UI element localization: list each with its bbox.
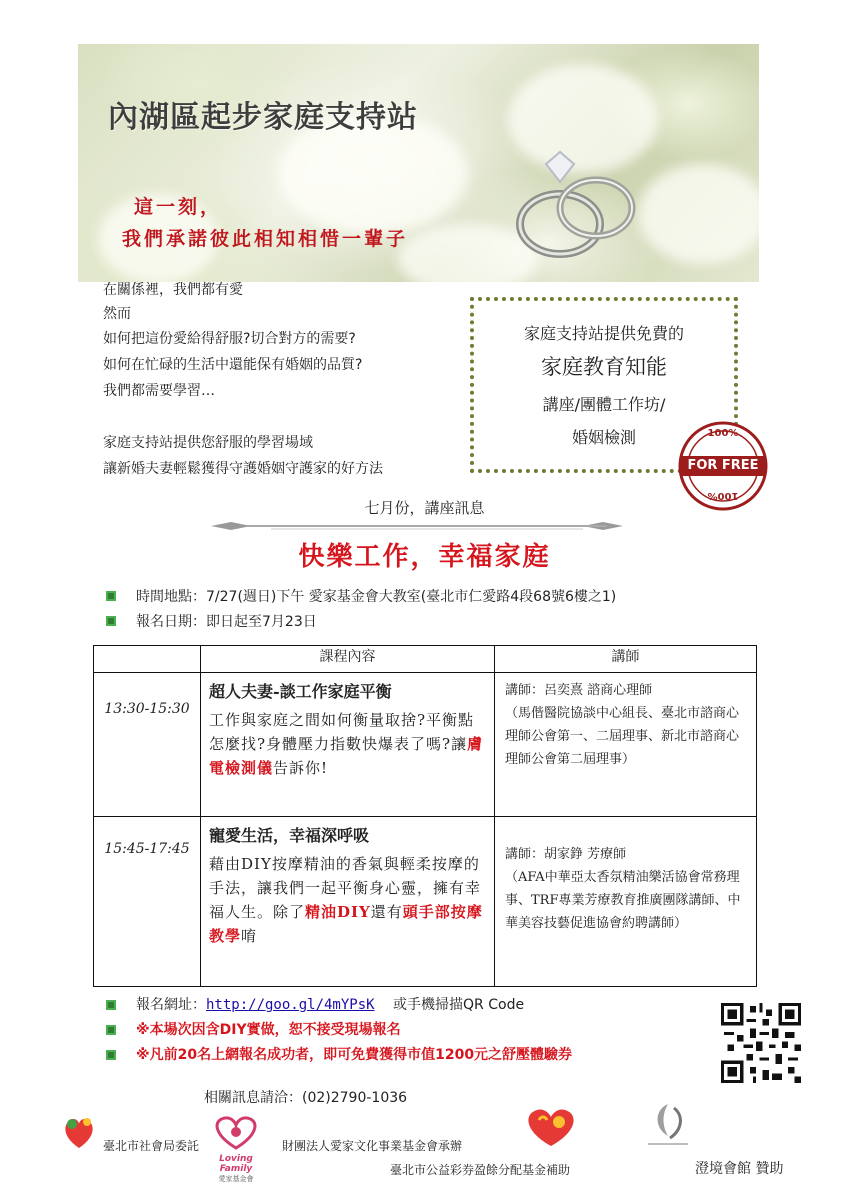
slogan-line-1: 這一刻， xyxy=(134,196,223,218)
note-no-onsite: ※本場次因含DIY實做，恕不接受現場報名 xyxy=(136,1022,401,1038)
org-lottery-fund: 臺北市公益彩券盈餘分配基金補助 xyxy=(390,1163,571,1177)
session-time: 13:30-15:30 xyxy=(104,701,190,717)
qr-hint: 或手機掃描QR Code xyxy=(393,997,525,1013)
course-description: 藉由DIY按摩精油的香氣與輕柔按摩的手法，讓我們一起平衡身心靈，擁有幸福人生。除了精油DIY還有頭手部按摩教學唷 xyxy=(209,855,483,945)
logo-text-family: Loving Family xyxy=(219,1154,253,1174)
bullet-icon xyxy=(106,1000,116,1010)
free-box-line4: 婚姻檢測 xyxy=(571,428,636,447)
teacher-name: 講師：胡家錚 芳療師 xyxy=(505,847,627,862)
org-organizer: 財團法人愛家文化事業基金會承辦 xyxy=(282,1139,463,1153)
teacher-bio: （AFA中華亞太香氛精油樂活協會常務理事、TRF專業芳療教育推廣團隊講師、中華美容技藝促進協會約聘講師） xyxy=(505,870,741,931)
logo-text-family-sub: 愛家基金會 xyxy=(218,1175,254,1183)
header-banner xyxy=(78,44,759,282)
table-header-teacher: 講師 xyxy=(495,646,757,673)
course-table xyxy=(93,645,757,987)
intro-line: 然而 xyxy=(103,306,131,322)
course-description: 工作與家庭之間如何衡量取捨?平衡點怎麼找?身體壓力指數快爆表了嗎?讓膚電檢測儀告訴你! xyxy=(209,711,484,777)
intro-line: 讓新婚夫妻輕鬆獲得守護婚姻守護家的好方法 xyxy=(103,461,383,477)
qr-code-icon[interactable] xyxy=(721,1003,801,1083)
loving-family-logo xyxy=(203,1114,269,1183)
intro-line: 我們都需要學習… xyxy=(103,383,215,399)
stamp-bottom-text: 100% xyxy=(707,490,739,501)
heart-logo-icon xyxy=(203,1114,269,1150)
bullet-icon xyxy=(106,1050,116,1060)
bullet-icon xyxy=(106,1025,116,1035)
org-sponsor: 澄境會館 贊助 xyxy=(695,1161,784,1177)
course-title: 寵愛生活，幸福深呼吸 xyxy=(209,826,370,845)
stamp-top-text: 100% xyxy=(707,428,739,439)
free-box-line2: 家庭教育知能 xyxy=(541,355,667,379)
contact-info: 相關訊息請洽：(02)2790-1036 xyxy=(204,1090,408,1106)
register-date: 報名日期：即日起至7月23日 xyxy=(136,614,317,630)
taipei-social-bureau-logo-icon xyxy=(60,1112,98,1152)
chengjing-logo-icon xyxy=(640,1098,696,1152)
registration-link[interactable]: http://goo.gl/4mYPsK xyxy=(206,997,375,1013)
bullet-icon xyxy=(106,591,116,601)
table-header-time xyxy=(94,646,201,673)
free-box-line3: 講座/團體工作坊/ xyxy=(542,395,666,414)
ornament-divider xyxy=(211,517,643,535)
teacher-name: 講師：呂奕熹 諮商心理師 xyxy=(505,683,653,698)
time-place: 時間地點：7/27(週日)下午 愛家基金會大教室(臺北市仁愛路4段68號6樓之1) xyxy=(136,589,617,605)
event-title: 快樂工作，幸福家庭 xyxy=(298,542,551,572)
table-row xyxy=(94,817,757,987)
bullet-icon xyxy=(106,616,116,626)
registration-line xyxy=(136,994,524,1014)
intro-line: 在關係裡，我們都有愛 xyxy=(103,282,243,298)
teacher-bio: （馬偕醫院協談中心組長、臺北市諮商心理師公會第一、二屆理事、新北市諮商心理師公會第二屆理事） xyxy=(505,706,740,767)
slogan-line-2: 我們承諾彼此相知相惜一輩子 xyxy=(122,228,409,250)
lottery-fund-logo-icon xyxy=(519,1104,583,1148)
intro-line: 如何在忙碌的生活中還能保有婚姻的品質? xyxy=(103,357,363,373)
stamp-center-text: FOR FREE xyxy=(687,458,759,473)
intro-line: 家庭支持站提供您舒服的學習場域 xyxy=(103,435,313,451)
org-commission: 臺北市社會局委託 xyxy=(103,1139,200,1153)
course-title: 超人夫妻-談工作家庭平衡 xyxy=(209,682,392,701)
month-heading: 七月份，講座訊息 xyxy=(364,499,485,517)
session-time: 15:45-17:45 xyxy=(104,841,190,857)
free-box-line1: 家庭支持站提供免費的 xyxy=(523,324,684,343)
table-row xyxy=(94,673,757,817)
wedding-rings-icon xyxy=(498,134,648,274)
table-header-course: 課程內容 xyxy=(201,646,495,673)
page-title: 內湖區起步家庭支持站 xyxy=(108,100,418,135)
intro-line: 如何把這份愛給得舒服?切合對方的需要? xyxy=(103,331,356,347)
note-free-voucher: ※凡前20名上網報名成功者，即可免費獲得市值1200元之舒壓體驗券 xyxy=(136,1047,573,1063)
table-header-row xyxy=(94,646,757,673)
registration-label: 報名網址： xyxy=(136,997,206,1013)
